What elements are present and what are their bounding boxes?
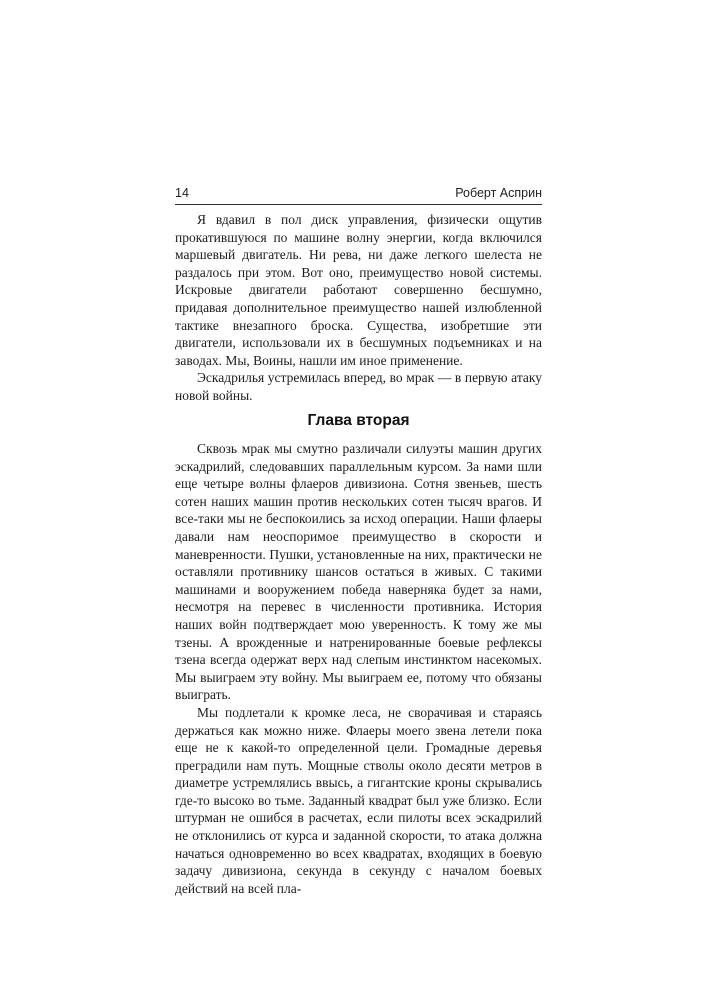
running-head (175, 183, 542, 200)
page-number: 14 (175, 186, 189, 200)
paragraph: Эскадрилья устремилась вперед, во мрак — в первую атаку новой войны. (175, 370, 542, 403)
text-section-2 (175, 440, 542, 897)
header-divider (175, 204, 542, 205)
author-name: Роберт Асприн (455, 186, 542, 200)
chapter-title: Глава вторая (307, 412, 410, 429)
paragraph: Сквозь мрак мы смутно различали силуэты машин других эскадрилий, следовавших параллельным курсом. За нами шли еще четыре волны флаеров дивизиона. Сотня звеньев, шесть сотен наших машин против нескольких сотен тысяч врагов. И все-таки мы не беспокоились за исход операции. Наши флаеры давали нам неоспоримое преимущество в скорости и маневренности. Пушки, установленные на них, практически не оставляли противнику шансов остаться в живых. С такими машинами и вооружением победа наверняка будет за нами, несмотря на перевес в численности противника. История наших войн подтверждает мою уверенность. К тому же мы тзены. А врожденные и натренированные боевые рефлексы тзена всегда одержат верх над слепым инстинктом насекомых. Мы выиграем эту войну. Мы выиграем ее, потому что обязаны выиграть. (175, 441, 542, 703)
text-section-1 (175, 211, 542, 405)
paragraph: Я вдавил в пол диск управления, физически ощутив прокатившуюся по машине волну энергии, когда включился маршевый двигатель. Ни рева, ни даже легкого шелеста не раздалось при этом. Вот оно, преимущество новой системы. Искровые двигатели работают совершенно бесшумно, придавая дополнительное преимущество нашей излюбленной тактике внезапного броска. Существа, изобретшие эти двигатели, использовали их в бесшумных подъемниках и на заводах. Мы, Воины, нашли им иное применение. (175, 212, 542, 368)
paragraph: Мы подлетали к кромке леса, не сворачивая и стараясь держаться как можно ниже. Флаеры моего звена летели пока еще не к какой-то определенной цели. Громадные деревья преградили нам путь. Мощные стволы около десяти метров в диаметре устремлялись ввысь, а гигантские кроны скрывались где-то высоко во тьме. Заданный квадрат был уже близко. Если штурман не ошибся в расчетах, если пилоты всех эскадрилий не отклонились от курса и заданной скорости, то атака должна начаться одновременно во всех квадратах, входящих в боевую задачу дивизиона, секунда в секунду с началом боевых действий на всей пла- (175, 704, 542, 896)
